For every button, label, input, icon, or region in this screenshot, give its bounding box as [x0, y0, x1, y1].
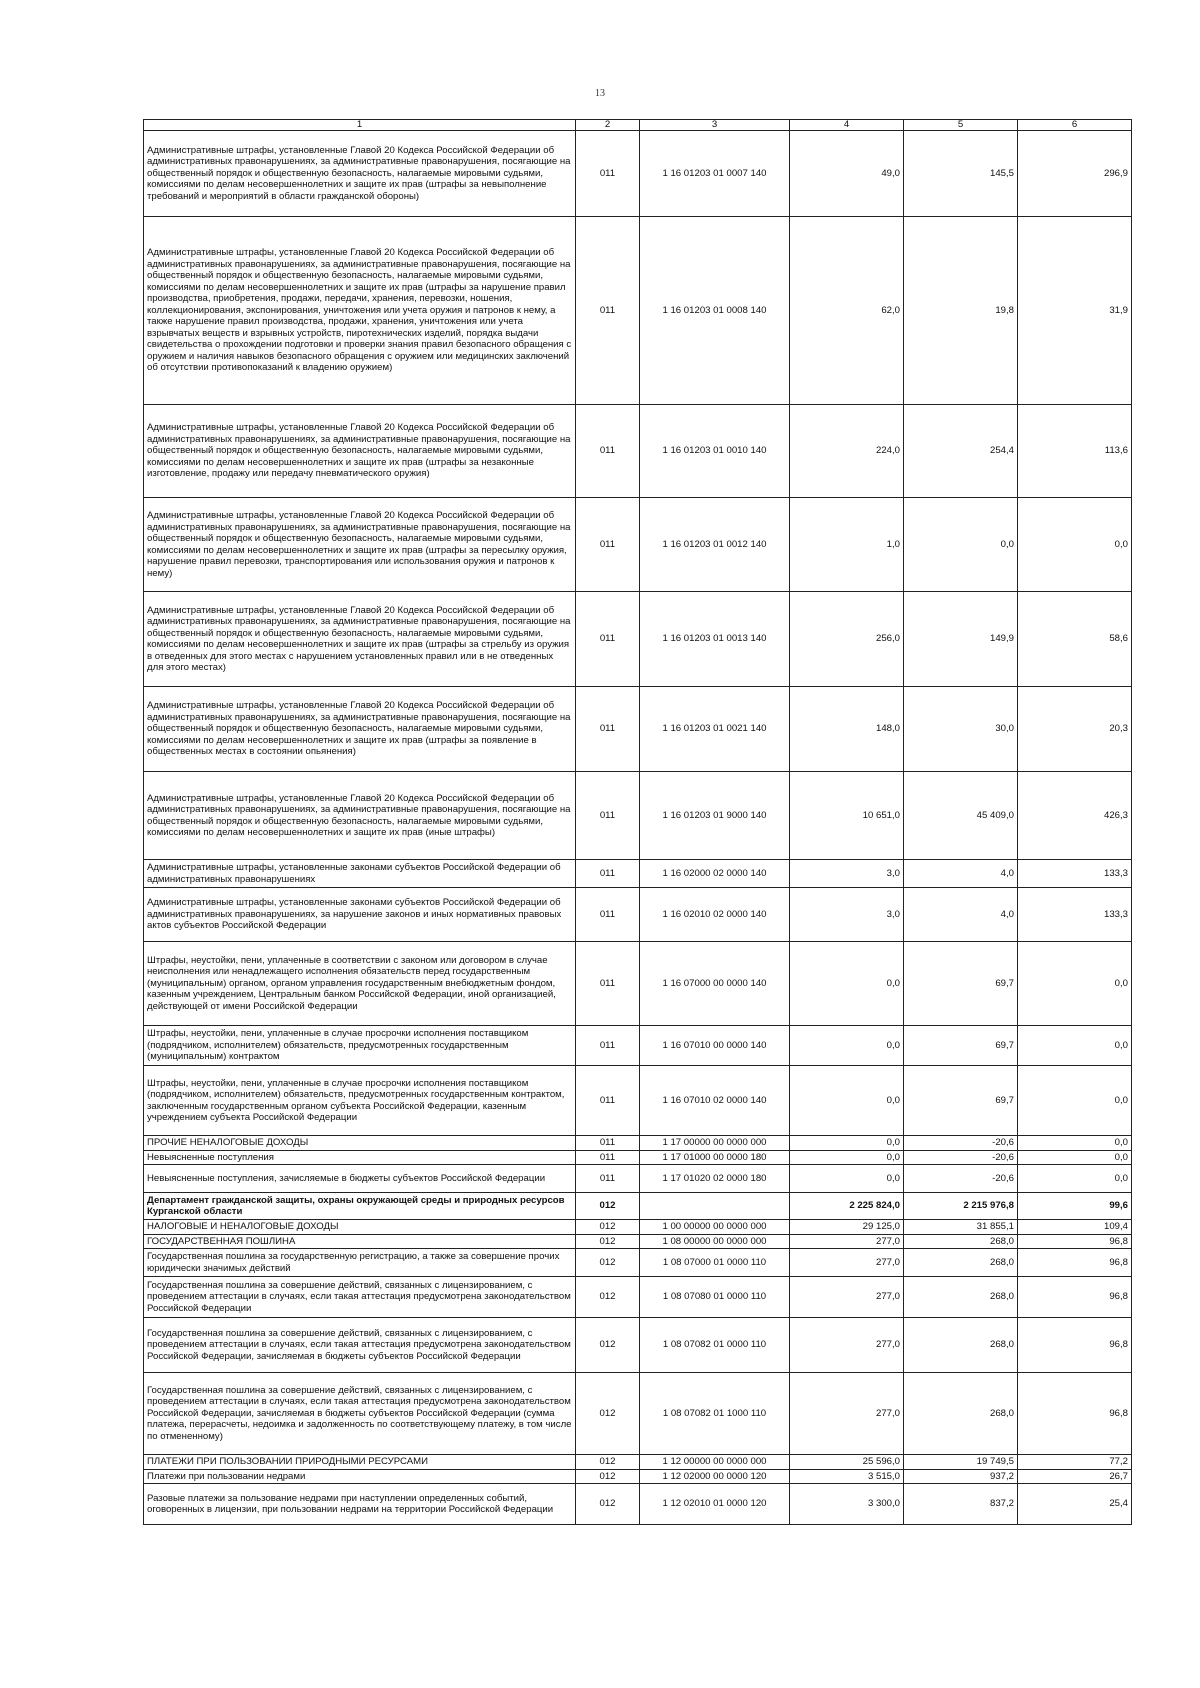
- row-name: Административные штрафы, установленные Главой 20 Кодекса Российской Федерации об административных правонарушениях, за административные правонарушения, посягающие на общественный порядок и общественную безопасность, налагаемые мировыми судьями, комиссиями по делам несовершеннолетних и защите их прав (штрафы за невыполнение требований и мероприятий в области гражданской обороны): [144, 131, 576, 217]
- row-admin-code: 011: [576, 772, 640, 860]
- row-budget-code: 1 16 01203 01 0008 140: [640, 217, 790, 405]
- row-admin-code: 011: [576, 405, 640, 498]
- row-admin-code: 011: [576, 860, 640, 888]
- table-row: [144, 498, 1132, 592]
- row-admin-code: 011: [576, 1026, 640, 1066]
- table-row: [144, 1193, 1132, 1220]
- row-value-col5: -20,6: [904, 1136, 1018, 1151]
- row-name: Административные штрафы, установленные Главой 20 Кодекса Российской Федерации об административных правонарушениях, за административные правонарушения, посягающие на общественный порядок и общественную безопасность, налагаемые мировыми судьями, комиссиями по делам несовершеннолетних и защите их прав (штрафы за нарушение правил производства, приобретения, продажи, передачи, хранения, перевозки, ношения, коллекционирования, экспонирования, уничтожения или учета оружия и патронов к нему, а также нарушение правил производства, продажи, хранения, уничтожения или учета взрывчатых веществ и взрывных устройств, пиротехнических изделий, порядка выдачи свидетельства о прохождении подготовки и проверки знания правил безопасного обращения с оружием и наличия навыков безопасного обращения с оружием или медицинских заключений об отсутствии противопоказаний к владению оружием): [144, 217, 576, 405]
- row-name: Государственная пошлина за государственную регистрацию, а также за совершение прочих юридически значимых действий: [144, 1249, 576, 1277]
- row-value-col4: 277,0: [790, 1234, 904, 1249]
- row-value-col4: 224,0: [790, 405, 904, 498]
- row-name: Невыясненные поступления, зачисляемые в бюджеты субъектов Российской Федерации: [144, 1165, 576, 1193]
- row-value-col4: 277,0: [790, 1373, 904, 1455]
- row-value-col5: 268,0: [904, 1318, 1018, 1373]
- row-admin-code: 011: [576, 1136, 640, 1151]
- table-row: [144, 1455, 1132, 1470]
- row-value-col6: 25,4: [1018, 1484, 1132, 1525]
- row-admin-code: 011: [576, 888, 640, 942]
- row-admin-code: 011: [576, 942, 640, 1026]
- row-name: ПРОЧИЕ НЕНАЛОГОВЫЕ ДОХОДЫ: [144, 1136, 576, 1151]
- row-budget-code: 1 12 00000 00 0000 000: [640, 1455, 790, 1470]
- row-value-col4: 0,0: [790, 1026, 904, 1066]
- table-row: [144, 1277, 1132, 1318]
- row-value-col4: 62,0: [790, 217, 904, 405]
- row-value-col5: 268,0: [904, 1249, 1018, 1277]
- row-value-col4: 3 300,0: [790, 1484, 904, 1525]
- row-admin-code: 011: [576, 687, 640, 772]
- row-name: Административные штрафы, установленные законами субъектов Российской Федерации об административных правонарушениях, за нарушение законов и иных нормативных правовых актов субъектов Российской Федерации: [144, 888, 576, 942]
- row-value-col4: 0,0: [790, 1066, 904, 1136]
- row-name: Административные штрафы, установленные Главой 20 Кодекса Российской Федерации об административных правонарушениях, за административные правонарушения, посягающие на общественный порядок и общественную безопасность, налагаемые мировыми судьями, комиссиями по делам несовершеннолетних и защите их прав (штрафы за незаконные изготовление, продажу или передачу пневматического оружия): [144, 405, 576, 498]
- row-value-col6: 0,0: [1018, 1150, 1132, 1165]
- table-row: [144, 217, 1132, 405]
- row-value-col6: 31,9: [1018, 217, 1132, 405]
- row-value-col4: 256,0: [790, 592, 904, 687]
- row-admin-code: 012: [576, 1193, 640, 1220]
- row-name: Штрафы, неустойки, пени, уплаченные в случае просрочки исполнения поставщиком (подрядчиком, исполнителем) обязательств, предусмотренных государственным (муниципальным) контрактом: [144, 1026, 576, 1066]
- row-admin-code: 011: [576, 498, 640, 592]
- row-budget-code: 1 08 07082 01 0000 110: [640, 1318, 790, 1373]
- table-row: [144, 942, 1132, 1026]
- row-value-col5: 69,7: [904, 942, 1018, 1026]
- row-admin-code: 011: [576, 131, 640, 217]
- table-row: [144, 592, 1132, 687]
- row-value-col4: 2 225 824,0: [790, 1193, 904, 1220]
- row-name: Административные штрафы, установленные Главой 20 Кодекса Российской Федерации об административных правонарушениях, за административные правонарушения, посягающие на общественный порядок и общественную безопасность, налагаемые мировыми судьями, комиссиями по делам несовершеннолетних и защите их прав (штрафы за стрельбу из оружия в отведенных для этого местах с нарушением установленных правил или в не отведенных для этого местах): [144, 592, 576, 687]
- row-name: Государственная пошлина за совершение действий, связанных с лицензированием, с проведением аттестации в случаях, если такая аттестация предусмотрена законодательством Российской Федерации, зачисляемая в бюджеты субъектов Российской Федерации (сумма платежа, перерасчеты, недоимка и задолженность по соответствующему платежу, в том числе по отмененному): [144, 1373, 576, 1455]
- row-budget-code: 1 17 01020 02 0000 180: [640, 1165, 790, 1193]
- row-value-col5: 937,2: [904, 1469, 1018, 1484]
- row-value-col6: 26,7: [1018, 1469, 1132, 1484]
- row-name: Государственная пошлина за совершение действий, связанных с лицензированием, с проведением аттестации в случаях, если такая аттестация предусмотрена законодательством Российской Федерации: [144, 1277, 576, 1318]
- row-value-col4: 0,0: [790, 1150, 904, 1165]
- row-budget-code: 1 16 01203 01 0010 140: [640, 405, 790, 498]
- table-row: [144, 1066, 1132, 1136]
- row-value-col5: 254,4: [904, 405, 1018, 498]
- row-admin-code: 011: [576, 592, 640, 687]
- column-header-1: 1: [144, 120, 576, 131]
- row-value-col4: 1,0: [790, 498, 904, 592]
- row-name: Государственная пошлина за совершение действий, связанных с лицензированием, с проведением аттестации в случаях, если такая аттестация предусмотрена законодательством Российской Федерации, зачисляемая в бюджеты субъектов Российской Федерации: [144, 1318, 576, 1373]
- row-admin-code: 012: [576, 1249, 640, 1277]
- row-value-col5: 149,9: [904, 592, 1018, 687]
- row-value-col5: -20,6: [904, 1165, 1018, 1193]
- row-admin-code: 011: [576, 1165, 640, 1193]
- row-value-col4: 277,0: [790, 1318, 904, 1373]
- row-value-col6: 96,8: [1018, 1234, 1132, 1249]
- row-value-col6: 0,0: [1018, 1165, 1132, 1193]
- row-budget-code: 1 16 01203 01 9000 140: [640, 772, 790, 860]
- table-row: [144, 1249, 1132, 1277]
- row-admin-code: 011: [576, 217, 640, 405]
- table-row: [144, 1373, 1132, 1455]
- row-name: Штрафы, неустойки, пени, уплаченные в соответствии с законом или договором в случае неисполнения или ненадлежащего исполнения обязательств перед государственным (муниципальным) органом, органом управления государственным внебюджетным фондом, казенным учреждением, Центральным банком Российской Федерации, иной организацией, действующей от имени Российской Федерации: [144, 942, 576, 1026]
- row-value-col6: 0,0: [1018, 1136, 1132, 1151]
- table-row: [144, 1469, 1132, 1484]
- row-admin-code: 012: [576, 1277, 640, 1318]
- row-value-col6: 0,0: [1018, 1026, 1132, 1066]
- row-admin-code: 012: [576, 1373, 640, 1455]
- row-budget-code: 1 12 02000 00 0000 120: [640, 1469, 790, 1484]
- row-value-col4: 3,0: [790, 888, 904, 942]
- row-admin-code: 012: [576, 1484, 640, 1525]
- table-row: [144, 772, 1132, 860]
- row-budget-code: 1 12 02010 01 0000 120: [640, 1484, 790, 1525]
- row-name: ПЛАТЕЖИ ПРИ ПОЛЬЗОВАНИИ ПРИРОДНЫМИ РЕСУРСАМИ: [144, 1455, 576, 1470]
- row-value-col4: 3 515,0: [790, 1469, 904, 1484]
- table-row: [144, 1150, 1132, 1165]
- row-value-col4: 0,0: [790, 942, 904, 1026]
- table-row: [144, 860, 1132, 888]
- row-value-col5: 837,2: [904, 1484, 1018, 1525]
- budget-revenue-table: [143, 119, 1132, 1525]
- row-name: Департамент гражданской защиты, охраны окружающей среды и природных ресурсов Курганской области: [144, 1193, 576, 1220]
- row-budget-code: 1 16 02000 02 0000 140: [640, 860, 790, 888]
- row-value-col6: 96,8: [1018, 1373, 1132, 1455]
- row-value-col4: 148,0: [790, 687, 904, 772]
- row-value-col6: 113,6: [1018, 405, 1132, 498]
- row-admin-code: 012: [576, 1318, 640, 1373]
- row-name: Невыясненные поступления: [144, 1150, 576, 1165]
- row-value-col6: 109,4: [1018, 1220, 1132, 1235]
- row-budget-code: 1 16 07000 00 0000 140: [640, 942, 790, 1026]
- row-admin-code: 012: [576, 1469, 640, 1484]
- row-value-col5: 30,0: [904, 687, 1018, 772]
- table-row: [144, 687, 1132, 772]
- row-value-col5: 268,0: [904, 1277, 1018, 1318]
- row-value-col5: 31 855,1: [904, 1220, 1018, 1235]
- row-value-col6: 0,0: [1018, 1066, 1132, 1136]
- row-value-col5: -20,6: [904, 1150, 1018, 1165]
- row-value-col5: 4,0: [904, 888, 1018, 942]
- table-row: [144, 1165, 1132, 1193]
- row-value-col5: 145,5: [904, 131, 1018, 217]
- row-name: Административные штрафы, установленные Главой 20 Кодекса Российской Федерации об административных правонарушениях, за административные правонарушения, посягающие на общественный порядок и общественную безопасность, налагаемые мировыми судьями, комиссиями по делам несовершеннолетних и защите их прав (штрафы за пересылку оружия, нарушение правил перевозки, транспортирования или использования оружия и патронов к нему): [144, 498, 576, 592]
- row-value-col4: 29 125,0: [790, 1220, 904, 1235]
- row-value-col6: 96,8: [1018, 1277, 1132, 1318]
- row-value-col5: 19 749,5: [904, 1455, 1018, 1470]
- table-row: [144, 888, 1132, 942]
- table-row: [144, 1026, 1132, 1066]
- row-value-col4: 49,0: [790, 131, 904, 217]
- row-value-col5: 69,7: [904, 1066, 1018, 1136]
- row-value-col6: 99,6: [1018, 1193, 1132, 1220]
- row-value-col6: 96,8: [1018, 1249, 1132, 1277]
- row-value-col6: 133,3: [1018, 888, 1132, 942]
- table-row: [144, 1234, 1132, 1249]
- row-value-col6: 133,3: [1018, 860, 1132, 888]
- row-budget-code: 1 08 07082 01 1000 110: [640, 1373, 790, 1455]
- row-admin-code: 011: [576, 1066, 640, 1136]
- row-budget-code: 1 16 07010 02 0000 140: [640, 1066, 790, 1136]
- row-value-col5: 0,0: [904, 498, 1018, 592]
- table-body: [144, 120, 1132, 1525]
- table-row: [144, 1136, 1132, 1151]
- row-value-col4: 25 596,0: [790, 1455, 904, 1470]
- column-header-2: 2: [576, 120, 640, 131]
- row-budget-code: 1 16 01203 01 0012 140: [640, 498, 790, 592]
- page-number: 13: [595, 88, 605, 99]
- row-value-col6: 0,0: [1018, 498, 1132, 592]
- row-value-col6: 296,9: [1018, 131, 1132, 217]
- row-value-col5: 2 215 976,8: [904, 1193, 1018, 1220]
- row-budget-code: 1 16 07010 00 0000 140: [640, 1026, 790, 1066]
- row-admin-code: 012: [576, 1455, 640, 1470]
- table-row: [144, 131, 1132, 217]
- row-name: Административные штрафы, установленные законами субъектов Российской Федерации об административных правонарушениях: [144, 860, 576, 888]
- row-budget-code: 1 16 02010 02 0000 140: [640, 888, 790, 942]
- row-budget-code: 1 08 07000 01 0000 110: [640, 1249, 790, 1277]
- row-value-col5: 69,7: [904, 1026, 1018, 1066]
- row-name: ГОСУДАРСТВЕННАЯ ПОШЛИНА: [144, 1234, 576, 1249]
- table-row: [144, 1484, 1132, 1525]
- column-header-3: 3: [640, 120, 790, 131]
- row-value-col4: 0,0: [790, 1136, 904, 1151]
- row-value-col6: 0,0: [1018, 942, 1132, 1026]
- row-budget-code: 1 00 00000 00 0000 000: [640, 1220, 790, 1235]
- row-value-col6: 77,2: [1018, 1455, 1132, 1470]
- table-header-row: [144, 120, 1132, 131]
- row-budget-code: 1 17 00000 00 0000 000: [640, 1136, 790, 1151]
- row-name: Административные штрафы, установленные Главой 20 Кодекса Российской Федерации об административных правонарушениях, за административные правонарушения, посягающие на общественный порядок и общественную безопасность, налагаемые мировыми судьями, комиссиями по делам несовершеннолетних и защите их прав (штрафы за появление в общественных местах в состоянии опьянения): [144, 687, 576, 772]
- row-name: Административные штрафы, установленные Главой 20 Кодекса Российской Федерации об административных правонарушениях, за административные правонарушения, посягающие на общественный порядок и общественную безопасность, налагаемые мировыми судьями, комиссиями по делам несовершеннолетних и защите их прав (иные штрафы): [144, 772, 576, 860]
- row-value-col6: 426,3: [1018, 772, 1132, 860]
- row-name: НАЛОГОВЫЕ И НЕНАЛОГОВЫЕ ДОХОДЫ: [144, 1220, 576, 1235]
- table-row: [144, 405, 1132, 498]
- row-value-col5: 268,0: [904, 1234, 1018, 1249]
- column-header-4: 4: [790, 120, 904, 131]
- table-row: [144, 1318, 1132, 1373]
- row-name: Платежи при пользовании недрами: [144, 1469, 576, 1484]
- row-value-col6: 58,6: [1018, 592, 1132, 687]
- row-budget-code: [640, 1193, 790, 1220]
- row-value-col5: 19,8: [904, 217, 1018, 405]
- row-value-col4: 277,0: [790, 1277, 904, 1318]
- row-value-col4: 3,0: [790, 860, 904, 888]
- row-budget-code: 1 08 00000 00 0000 000: [640, 1234, 790, 1249]
- row-budget-code: 1 16 01203 01 0013 140: [640, 592, 790, 687]
- row-budget-code: 1 16 01203 01 0007 140: [640, 131, 790, 217]
- row-value-col4: 0,0: [790, 1165, 904, 1193]
- row-value-col6: 20,3: [1018, 687, 1132, 772]
- column-header-5: 5: [904, 120, 1018, 131]
- row-value-col5: 45 409,0: [904, 772, 1018, 860]
- row-value-col6: 96,8: [1018, 1318, 1132, 1373]
- column-header-6: 6: [1018, 120, 1132, 131]
- row-admin-code: 011: [576, 1150, 640, 1165]
- row-budget-code: 1 16 01203 01 0021 140: [640, 687, 790, 772]
- row-name: Разовые платежи за пользование недрами при наступлении определенных событий, оговоренных в лицензии, при пользовании недрами на территории Российской Федерации: [144, 1484, 576, 1525]
- row-value-col5: 4,0: [904, 860, 1018, 888]
- row-budget-code: 1 17 01000 00 0000 180: [640, 1150, 790, 1165]
- row-value-col4: 277,0: [790, 1249, 904, 1277]
- row-admin-code: 012: [576, 1234, 640, 1249]
- row-value-col4: 10 651,0: [790, 772, 904, 860]
- row-budget-code: 1 08 07080 01 0000 110: [640, 1277, 790, 1318]
- row-value-col5: 268,0: [904, 1373, 1018, 1455]
- table-row: [144, 1220, 1132, 1235]
- row-admin-code: 012: [576, 1220, 640, 1235]
- row-name: Штрафы, неустойки, пени, уплаченные в случае просрочки исполнения поставщиком (подрядчиком, исполнителем) обязательств, предусмотренных государственным контрактом, заключенным государственным органом субъекта Российской Федерации, казенным учреждением субъекта Российской Федерации: [144, 1066, 576, 1136]
